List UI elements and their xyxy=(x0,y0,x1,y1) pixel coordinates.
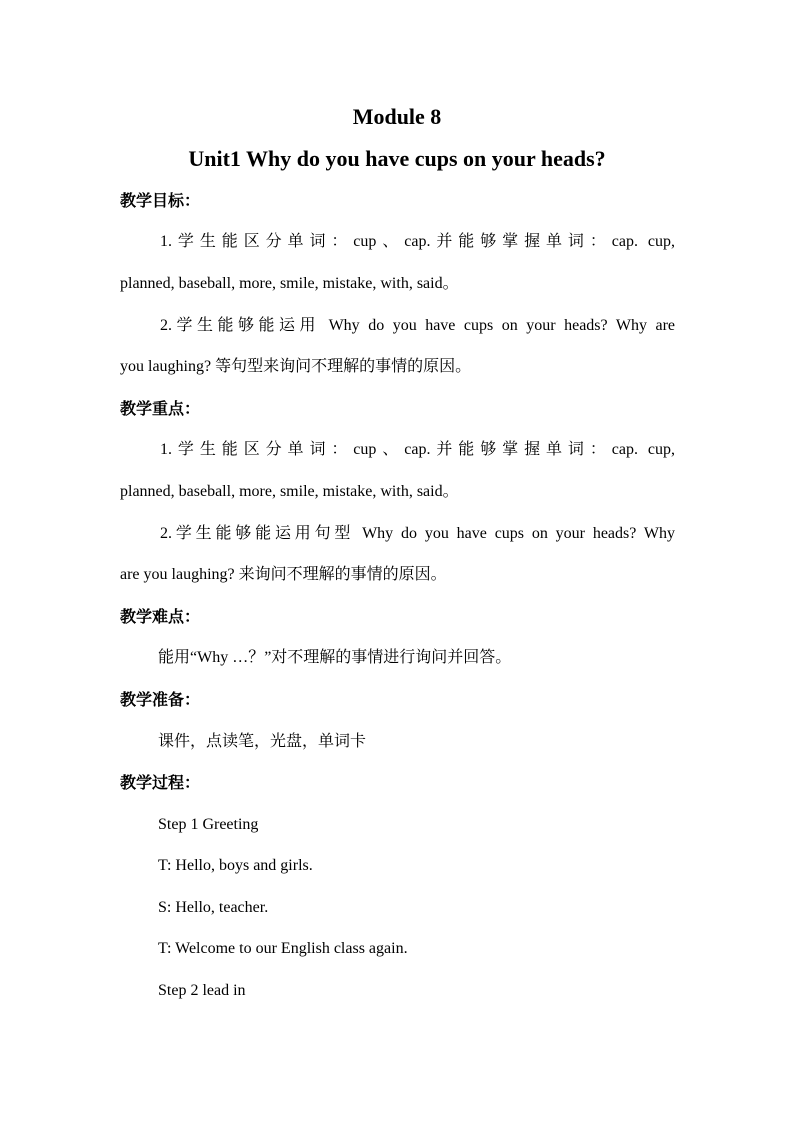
process-line-step1: Step 1 Greeting xyxy=(158,816,259,833)
objectives-item2-line2: you laughing? 等句型来询问不理解的事情的原因。 xyxy=(120,358,472,375)
key-points-item1-line2: planned, baseball, more, smile, mistake, with, said。 xyxy=(120,483,459,500)
key-points-item1-line1: 1.学生能区分单词：cup、cap.并能够掌握单词：cap. cup, xyxy=(160,441,675,458)
objectives-item1-line1: 1.学生能区分单词：cup、cap.并能够掌握单词：cap. cup, xyxy=(160,233,675,250)
process-heading: 教学过程： xyxy=(120,773,201,792)
preparation-heading: 教学准备： xyxy=(120,690,201,709)
key-points-heading: 教学重点： xyxy=(120,399,201,418)
key-points-item2-line2: are you laughing? 来询问不理解的事情的原因。 xyxy=(120,566,447,583)
process-line-student-greeting: S: Hello, teacher. xyxy=(158,899,269,916)
objectives-item2-line1: 2.学生能够能运用 Why do you have cups on your heads? Why are xyxy=(160,317,675,334)
difficulties-text: 能用“Why …？”对不理解的事情进行询问并回答。 xyxy=(158,649,512,666)
preparation-text: 课件，点读笔，光盘，单词卡 xyxy=(158,731,367,750)
objectives-item1-line2: planned, baseball, more, smile, mistake, with, said。 xyxy=(120,275,459,292)
process-line-teacher-greeting: T: Hello, boys and girls. xyxy=(158,857,313,874)
document-title: Module 8 xyxy=(352,104,442,129)
process-line-teacher-welcome: T: Welcome to our English class again. xyxy=(158,940,408,957)
objectives-heading: 教学目标： xyxy=(120,191,201,210)
process-line-step2: Step 2 lead in xyxy=(158,982,246,999)
difficulties-heading: 教学难点： xyxy=(120,607,201,626)
key-points-item2-line1: 2.学生能够能运用句型 Why do you have cups on your heads? Why xyxy=(160,525,675,542)
document-subtitle: Unit1 Why do you have cups on your heads? xyxy=(188,146,606,171)
